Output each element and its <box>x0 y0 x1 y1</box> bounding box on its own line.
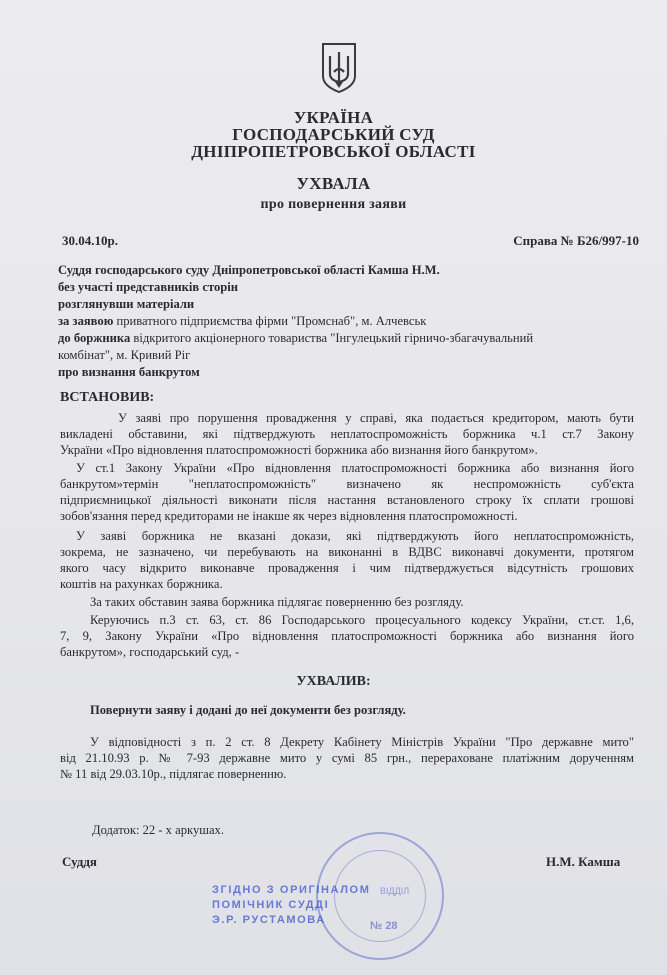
matter-line: про визнання банкрутом <box>58 365 200 379</box>
signature-role: Суддя <box>62 854 97 869</box>
established-p1-line2: викладені обставини, які підтверджують неплатоспроможність боржника ч.1 ст.7 Закону <box>60 427 634 441</box>
signature-name: Н.М. Камша <box>546 854 621 869</box>
seal-department: ВІДДІЛ <box>380 886 410 896</box>
debtor-value: відкритого акціонерного товариства "Інгулецький гірничо-збагачувальний <box>130 331 534 345</box>
debtor-line <box>58 330 533 346</box>
debtor-line-cont: комбінат", м. Кривий Ріг <box>58 348 191 362</box>
certification-line3: Э.Р. РУСТАМОВА <box>212 914 326 926</box>
established-p2-line4: зобов'язання перед кредиторами не інакше як через відновлення платоспроможності. <box>60 509 518 523</box>
applicant-line <box>58 313 426 329</box>
established-p4: За таких обставин заява боржника підлягає поверненню без розгляду. <box>90 595 464 609</box>
applicant-value: приватного підприємства фірми "Промснаб", м. Алчевськ <box>113 314 427 328</box>
document-subject: про повернення заяви <box>260 197 407 212</box>
considered-line: розглянувши матеріали <box>58 297 195 311</box>
court-title: ГОСПОДАРСЬКИЙ СУД <box>232 125 435 144</box>
established-p5-line3: банкрутом», господарський суд, - <box>60 645 240 659</box>
established-p5-line2: 7, 9, Закону України «Про відновлення платоспроможності боржника або визнання його <box>60 629 634 643</box>
applicant-label: за заявою <box>58 314 114 328</box>
established-heading: ВСТАНОВИВ: <box>60 390 155 405</box>
participants-line: без участі представників сторін <box>58 280 239 294</box>
certification-line2: ПОМІЧНИК СУДДІ <box>212 899 330 911</box>
established-p2-line1: У ст.1 Закону України «Про відновлення платоспроможності боржника або визнання його <box>76 461 634 475</box>
debtor-label: до боржника <box>58 331 131 345</box>
trident-emblem-icon <box>320 42 358 94</box>
case-number: Справа № Б26/997-10 <box>513 233 639 248</box>
region-title: ДНІПРОПЕТРОВСЬКОЇ ОБЛАСТІ <box>191 142 476 161</box>
document-date: 30.04.10р. <box>62 233 118 248</box>
fee-line3: № 11 від 29.03.10р., підлягає поверненню. <box>60 767 287 781</box>
appendix-note: Додаток: 22 - х аркушах. <box>92 823 224 837</box>
court-seal <box>316 832 444 960</box>
established-p3-line3: якого часу відкрито виконавче провадження і чим підтверджується відсутність грошових <box>60 561 634 575</box>
document-type: УХВАЛА <box>296 174 371 193</box>
established-p1-line1: У заяві про порушення провадження у справі, яка подається кредитором, мають бути <box>118 411 634 425</box>
established-p3-line2: зокрема, не зазначено, чи перебувають на виконанні в ВДВС виконавчі документи, протягом <box>60 545 634 559</box>
resolved-heading: УХВАЛИВ: <box>296 674 371 689</box>
established-p1-line3: України «Про відновлення платоспроможності боржника або визнання його банкрутом». <box>60 443 538 457</box>
fee-line1: У відповідності з п. 2 ст. 8 Декрету Кабінету Міністрів України "Про державне мито" <box>90 735 634 749</box>
decision-text: Повернути заяву і додані до неї документи без розгляду. <box>90 703 406 717</box>
established-p5-line1: Керуючись п.3 ст. 63, ст. 86 Господарського процесуального кодексу України, ст.ст. 1,6, <box>90 613 634 627</box>
judge-line: Суддя господарського суду Дніпропетровської області Камша Н.М. <box>58 263 440 277</box>
certification-line1: ЗГІДНО З ОРИГІНАЛОМ <box>212 884 371 896</box>
established-p2-line3: підприємницької діяльності виконати після настання встановленого строку їх сплати грошові <box>60 493 634 507</box>
established-p3-line4: коштів на рахунках боржника. <box>60 577 223 591</box>
seal-number: № 28 <box>370 920 398 932</box>
fee-line2: від 21.10.93 р. № 7-93 державне мито у сумі 85 грн., перераховане платіжним дорученням <box>60 751 634 765</box>
established-p3-line1: У заяві боржника не вказані докази, які підтверджують його неплатоспроможність, <box>76 529 634 543</box>
country-title: УКРАЇНА <box>293 108 374 127</box>
established-p2-line2: банкрутом»термін "неплатоспроможність" визначено як неспроможність суб'єкта <box>60 477 634 491</box>
